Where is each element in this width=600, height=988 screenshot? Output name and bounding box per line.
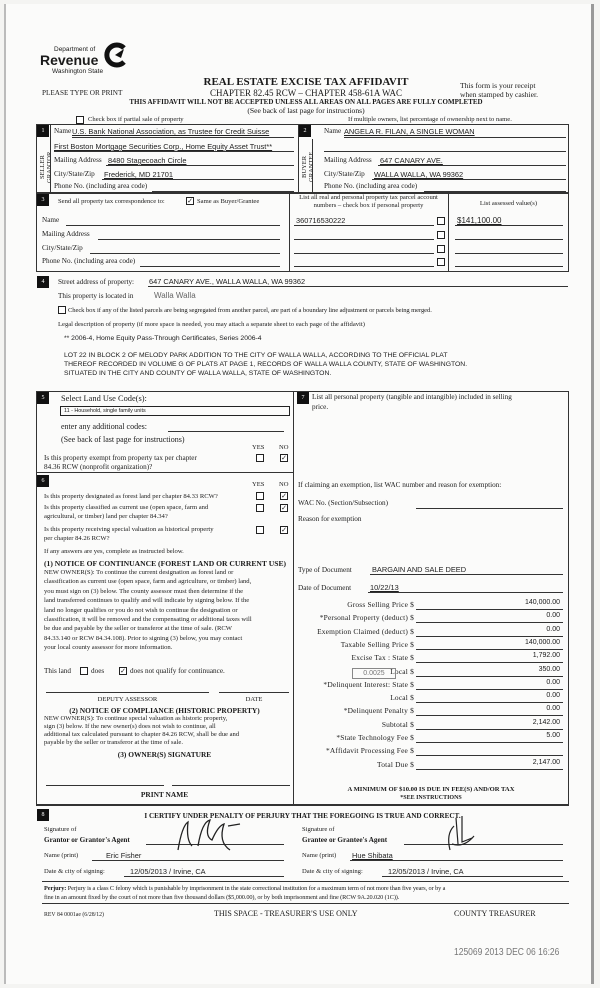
fee-value[interactable]: 0.00: [546, 678, 560, 686]
personal-property-checkbox[interactable]: [437, 217, 445, 225]
paragraph-line: land transferred continues to qualify and will indicate by signing below. If the: [44, 597, 250, 605]
parcel-number-field[interactable]: 360716530222: [296, 216, 346, 225]
if-yes-note: If any answers are yes, complete as instructed below.: [44, 548, 184, 555]
fee-value[interactable]: 140,000.00: [524, 638, 560, 646]
assessed-value-field[interactable]: $141,100.00: [457, 216, 502, 225]
paragraph-line: classification as current use (open space, farm and agriculture, or timber) land,: [44, 578, 252, 586]
reason-label: Reason for exemption: [298, 515, 362, 523]
fee-label: Subtotal $: [381, 719, 414, 729]
current-use-yes-checkbox[interactable]: [256, 504, 264, 512]
fee-value[interactable]: 0.00: [546, 625, 560, 633]
section-1-badge: 1: [37, 125, 49, 137]
deputy-assessor-label: DEPUTY ASSESSOR: [97, 696, 158, 703]
no-header: NO: [279, 481, 289, 488]
fee-label: Gross Selling Price $: [347, 600, 414, 609]
legal-description-line: THEREOF RECORDED IN VOLUME G OF PLATS AT PAGE 1, RECORDS OF WALLA WALLA COUNTY, STATE OF WASHINGTON.: [64, 361, 468, 368]
grantor-signature-label: Grantor or Grantor's Agent: [44, 836, 130, 844]
historic-question: Is this property receiving special valuation as historical property: [44, 526, 214, 533]
same-as-buyer-label: Same as Buyer/Grantee: [197, 198, 260, 205]
personal-property-title: List all personal property (tangible and intangible) included in selling: [312, 393, 512, 401]
seller-city-field[interactable]: Frederick, MD 21701: [104, 170, 174, 179]
personal-property-checkbox[interactable]: [437, 245, 445, 253]
seller-name-field[interactable]: U.S. Bank National Association, as Trustee for Credit Suisse: [72, 127, 270, 136]
fee-label: Taxable Selling Price $: [340, 639, 414, 649]
paragraph-line: your local county assessor for more information.: [44, 644, 173, 652]
street-address-label: Street address of property:: [58, 278, 135, 286]
fee-label: *Affidavit Processing Fee $: [326, 746, 414, 756]
section-7-badge: 7: [297, 392, 309, 404]
certify-statement: I CERTIFY UNDER PENALTY OF PERJURY THAT THE FOREGOING IS TRUE AND CORRECT.: [144, 812, 461, 820]
wac-label: WAC No. (Section/Subsection): [298, 499, 389, 507]
legal-description-line: SITUATED IN THE CITY AND COUNTY OF WALLA WALLA, STATE OF WASHINGTON.: [64, 370, 332, 377]
notice-compliance-title: (2) NOTICE OF COMPLIANCE (HISTORIC PROPERTY): [69, 706, 260, 715]
grantor-date-label: Date & city of signing:: [44, 868, 105, 875]
no-header: NO: [279, 444, 289, 451]
grantee-date-field[interactable]: 12/05/2013 / Irvine, CA: [388, 867, 464, 876]
fee-value[interactable]: 350.00: [538, 665, 560, 673]
paragraph-line: be due and payable by the seller or transferor at the time of sale. (RCW: [44, 625, 233, 633]
section-6-badge: 6: [37, 475, 49, 487]
fee-value[interactable]: 0.00: [546, 705, 560, 713]
perjury-text: fine in an amount fixed by the court of not more than five thousand dollars ($5,000.00), or by both imprisonment and fine (RCW 9A.20.020 (1C)).: [44, 894, 400, 901]
does-not-label: does not qualify for continuance.: [130, 667, 225, 675]
county-field[interactable]: Walla Walla: [154, 291, 196, 300]
date-label: DATE: [245, 696, 263, 703]
logo-text: Department of: [54, 46, 96, 53]
partial-sale-checkbox[interactable]: [76, 116, 84, 124]
grantor-name-field[interactable]: Eric Fisher: [106, 851, 142, 860]
forest-land-question: Is this property designated as forest land per chapter 84.33 RCW?: [44, 493, 218, 500]
grantee-signature-label: Grantee or Grantee's Agent: [302, 836, 388, 844]
section-4-badge: 4: [37, 276, 49, 288]
historic-yes-checkbox[interactable]: [256, 526, 264, 534]
buyer-phone-label: Phone No. (including area code): [324, 182, 418, 190]
buyer-name-label: Name: [324, 127, 342, 135]
see-instructions-note: *SEE INSTRUCTIONS: [400, 795, 462, 801]
section-2-badge: 2: [299, 125, 311, 137]
current-use-question: Is this property classified as current use (open space, farm and: [44, 504, 209, 511]
fee-value[interactable]: 1,792.00: [532, 652, 560, 660]
document-date-field[interactable]: 10/22/13: [370, 583, 399, 592]
perjury-bold: Perjury:: [44, 885, 67, 892]
buyer-mail-field[interactable]: 647 CANARY AVE.: [380, 156, 443, 165]
grantor-date-field[interactable]: 12/05/2013 / Irvine, CA: [130, 867, 206, 876]
logo-text: Revenue: [40, 52, 99, 68]
send-correspondence-label: Send all property tax correspondence to:: [58, 198, 165, 205]
grantee-signature-image: [442, 814, 482, 854]
paragraph-line: NEW OWNER(S): To continue special valuation as historic property,: [44, 715, 228, 722]
partial-sale-label: Check box if partial sale of property: [88, 116, 184, 123]
exempt-no-checkbox[interactable]: ✓: [281, 454, 287, 462]
perjury-warning: [44, 885, 445, 892]
segregated-checkbox[interactable]: [58, 306, 66, 314]
document-type-field[interactable]: BARGAIN AND SALE DEED: [372, 565, 467, 574]
does-label: does: [91, 667, 105, 675]
forest-no-checkbox[interactable]: ✓: [281, 492, 287, 500]
paragraph-line: classification, it will be removed and the compensating or additional taxes will: [44, 616, 252, 624]
receipt-note: when stamped by cashier.: [460, 90, 539, 99]
seller-city-label: City/State/Zip: [54, 170, 95, 178]
correspondence-city-label: City/State/Zip: [42, 244, 83, 252]
grantee-signature-label: Signature of: [302, 826, 335, 833]
paragraph-line: sign (3) below. If the new owner(s) does not wish to continue, all: [44, 723, 216, 730]
current-use-question: agricultural, or timber) land per chapter 84.34?: [44, 513, 168, 520]
historic-no-checkbox[interactable]: ✓: [281, 526, 287, 534]
form-chapter: CHAPTER 82.45 RCW – CHAPTER 458-61A WAC: [210, 88, 402, 98]
print-name-label: PRINT NAME: [140, 790, 189, 799]
fee-value[interactable]: 0.00: [546, 692, 560, 700]
assessed-value-header: List assessed value(s): [479, 200, 538, 207]
logo-mark-icon: [104, 42, 128, 68]
fee-label: Total Due $: [377, 759, 414, 769]
grantee-name-label: Name (print): [302, 852, 337, 859]
seller-mail-field[interactable]: 8480 Stagecoach Circle: [108, 156, 187, 165]
section-3-badge: 3: [37, 194, 49, 206]
fee-value[interactable]: 5.00: [546, 732, 560, 739]
fee-label: Local $: [390, 693, 414, 703]
exemption-claim-label: If claiming an exemption, list WAC number and reason for exemption:: [298, 481, 502, 489]
grantee-name-field[interactable]: Hue Shibata: [352, 851, 393, 860]
buyer-grantee-label: BUYER GRANTEE: [301, 151, 315, 183]
grantor-signature-label: Signature of: [44, 826, 77, 833]
completion-warning: THIS AFFIDAVIT WILL NOT BE ACCEPTED UNLESS ALL AREAS ON ALL PAGES ARE FULLY COMPLETED: [129, 98, 483, 106]
land-use-title: Select Land Use Code(s):: [61, 394, 147, 403]
buyer-mail-label: Mailing Address: [324, 156, 372, 164]
fee-label: Local $: [390, 666, 414, 676]
section-8-badge: 8: [37, 809, 49, 821]
grantor-signature-image: [168, 816, 248, 852]
fee-label: Exemption Claimed (deduct) $: [317, 626, 414, 636]
parcel-header: List all real and personal property tax parcel account: [299, 194, 438, 201]
owner-signature-title: (3) OWNER(S) SIGNATURE: [117, 750, 212, 759]
fee-value[interactable]: 2,147.00: [532, 758, 560, 766]
seller-mail-label: Mailing Address: [54, 156, 102, 164]
same-as-buyer-checkbox[interactable]: ✓: [187, 197, 193, 205]
seller-name-field-2[interactable]: First Boston Mortgage Securities Corp., Home Equity Asset Trust**: [54, 142, 273, 151]
personal-property-checkbox[interactable]: [437, 231, 445, 239]
logo-text: Washington State: [52, 68, 104, 75]
instructions-note: (See back of last page for instructions): [247, 106, 365, 115]
type-or-print: PLEASE TYPE OR PRINT: [42, 89, 123, 97]
fee-label: *Personal Property (deduct) $: [319, 613, 414, 623]
section-5-badge: 5: [37, 392, 49, 404]
this-land-label: This land: [44, 667, 71, 675]
paragraph-line: 84.33.140 or RCW 84.34.108). Prior to signing (3) below, you may contact: [44, 634, 243, 642]
exempt-yes-checkbox[interactable]: [256, 454, 264, 462]
street-address-field[interactable]: 647 CANARY AVE., WALLA WALLA, WA 99362: [149, 277, 306, 286]
treasurer-space-label: THIS SPACE - TREASURER'S USE ONLY: [214, 909, 358, 918]
county-treasurer-label: COUNTY TREASURER: [454, 909, 536, 918]
paragraph-line: additional tax calculated pursuant to chapter 84.26 RCW, shall be due and: [44, 731, 240, 738]
form-revision: REV 84 0001ae (6/28/12): [44, 912, 104, 918]
legal-description-line: LOT 22 IN BLOCK 2 OF MELODY PARK ADDITION TO THE CITY OF WALLA WALLA, ACCORDING TO THE OFFICIAL PLAT: [64, 352, 448, 359]
fee-label: *Delinquent Interest: State $: [323, 679, 414, 689]
paragraph-line: land no longer qualifies or you do not wish to continue the designation or: [44, 606, 238, 614]
treasurer-stamp: 125069 2013 DEC 06 16:26: [454, 947, 560, 958]
segregated-label: Check box if any of the listed parcels are being segregated from another parcel, are part of a boundary line adjustment or parcels being merged.: [68, 307, 432, 314]
buyer-name-field[interactable]: ANGELA R. FILAN, A SINGLE WOMAN: [344, 127, 475, 136]
located-in-label: This property is located in: [58, 292, 134, 300]
fee-label: *Delinquent Penalty $: [343, 706, 414, 716]
seller-phone-label: Phone No. (including area code): [54, 182, 148, 190]
historic-question: per chapter 84.26 RCW?: [44, 535, 110, 542]
document-type-label: Type of Document: [298, 566, 352, 574]
paragraph-line: NEW OWNER(S): To continue the current designation as forest land or: [44, 569, 234, 576]
fee-value[interactable]: 140,000.00: [524, 599, 560, 606]
grantor-name-label: Name (print): [44, 852, 79, 859]
paragraph-line: you must sign on (3) below. The county assessor must then determine if the: [44, 587, 244, 595]
multiple-owners-note: If multiple owners, list percentage of ownership next to name.: [348, 116, 512, 123]
grantee-date-label: Date & city of signing:: [302, 868, 363, 875]
does-qualify-checkbox[interactable]: [80, 667, 88, 675]
buyer-city-label: City/State/Zip: [324, 170, 365, 178]
exempt-question: Is this property exempt from property tax per chapter: [44, 454, 197, 462]
personal-property-checkbox[interactable]: [437, 258, 445, 266]
affidavit-page: [4, 4, 594, 984]
instructions-note: (See back of last page for instructions): [61, 435, 185, 444]
form-title: REAL ESTATE EXCISE TAX AFFIDAVIT: [203, 76, 409, 88]
current-use-no-checkbox[interactable]: ✓: [281, 504, 287, 512]
does-not-qualify-checkbox[interactable]: ✓: [120, 667, 126, 675]
receipt-note: This form is your receipt: [460, 81, 536, 90]
land-use-code-select[interactable]: 11 - Household, single family units: [60, 406, 290, 416]
paragraph-line: payable by the seller or transferor at the time of sale.: [44, 739, 183, 746]
fee-label: *State Technology Fee $: [336, 733, 414, 742]
seller-grantor-label: SELLER GRANTOR: [39, 151, 53, 183]
local-rate-field[interactable]: 0.0025: [352, 668, 396, 679]
seller-name-label: Name: [54, 127, 72, 135]
fee-value[interactable]: 2,142.00: [532, 718, 560, 726]
forest-yes-checkbox[interactable]: [256, 492, 264, 500]
personal-property-title: price.: [312, 403, 329, 411]
correspondence-name-label: Name: [42, 216, 60, 224]
fee-value[interactable]: 0.00: [546, 612, 560, 620]
exempt-question: 84.36 RCW (nonprofit organization)?: [44, 463, 153, 471]
perjury-text: Perjury is a class C felony which is punishable by imprisonment in the state correctional institution for a maximum term of not more than five years, or by a: [66, 885, 446, 892]
parcel-header: numbers – check box if personal property: [313, 202, 424, 209]
yes-header: YES: [252, 481, 265, 488]
buyer-city-field[interactable]: WALLA WALLA, WA 99362: [374, 170, 464, 179]
legal-note: ** 2006-4, Home Equity Pass-Through Certificates, Series 2006-4: [64, 335, 262, 342]
document-date-label: Date of Document: [298, 584, 352, 592]
notice-continuance-title: (1) NOTICE OF CONTINUANCE (FOREST LAND OR CURRENT USE): [44, 559, 287, 568]
legal-description-label: Legal description of property (if more space is needed, you may attach a separate sheet to each page of the affidavit): [58, 321, 365, 328]
additional-codes-label: enter any additional codes:: [61, 422, 147, 431]
correspondence-phone-label: Phone No. (including area code): [42, 257, 136, 265]
minimum-due-note: A MINIMUM OF $10.00 IS DUE IN FEE(S) AND/OR TAX: [347, 786, 515, 793]
yes-header: YES: [252, 444, 265, 451]
fee-label: Excise Tax : State $: [351, 653, 414, 663]
correspondence-mail-label: Mailing Address: [42, 230, 90, 238]
